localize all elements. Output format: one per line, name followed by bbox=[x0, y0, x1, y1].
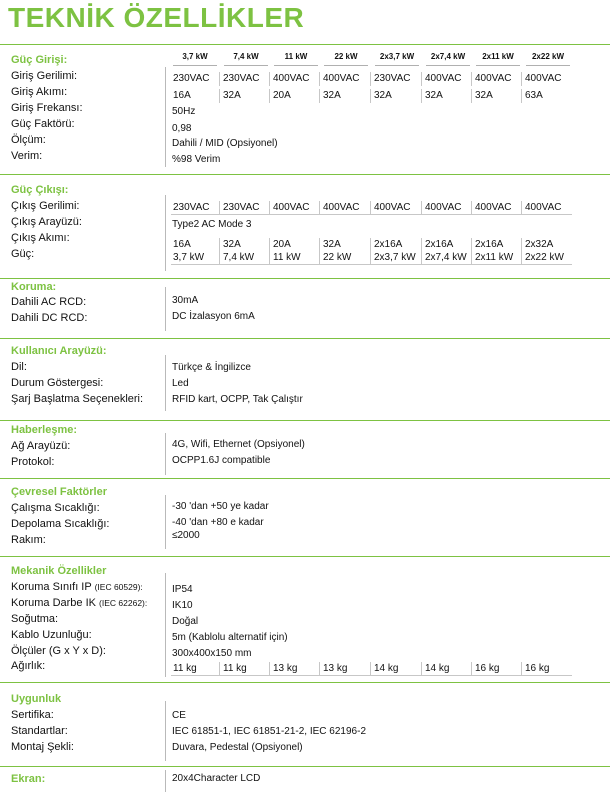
value-power-factor: 0,98 bbox=[172, 123, 192, 134]
value-cell: 400VAC bbox=[370, 201, 421, 215]
value-standards: IEC 61851-1, IEC 61851-21-2, IEC 62196-2 bbox=[172, 726, 367, 737]
column-header: 22 kW bbox=[334, 52, 358, 61]
divider bbox=[165, 495, 166, 549]
divider bbox=[165, 770, 166, 792]
divider bbox=[165, 287, 166, 331]
label-input-frequency: Giriş Frekansı: bbox=[11, 102, 83, 114]
value-language: Türkçe & İngilizce bbox=[172, 362, 251, 373]
value-cell: 63A bbox=[521, 89, 572, 103]
value-cell: 13 kg bbox=[319, 662, 370, 676]
value-cell: 2x3,7 kW bbox=[370, 251, 421, 265]
section-title: Uygunluk bbox=[11, 693, 62, 705]
label-storage-temp: Depolama Sıcaklığı: bbox=[11, 518, 110, 530]
label-dc-rcd: Dahili DC RCD: bbox=[11, 312, 88, 324]
section-conformity bbox=[0, 682, 610, 767]
divider bbox=[165, 433, 166, 475]
label-ik-class bbox=[11, 597, 147, 609]
value-mounting: Duvara, Pedestal (Opsiyonel) bbox=[172, 742, 303, 753]
value-cell: 400VAC bbox=[421, 201, 472, 215]
label-power: Güç: bbox=[11, 248, 35, 260]
section-title: Güç Çıkışı: bbox=[11, 184, 69, 196]
value-network: 4G, Wifi, Ethernet (Opsiyonel) bbox=[172, 439, 305, 450]
value-cell: 2x16A bbox=[421, 238, 472, 252]
label-metering: Ölçüm: bbox=[11, 134, 46, 146]
row-weight bbox=[0, 662, 610, 676]
page-title: TEKNİK ÖZELLİKLER bbox=[8, 2, 305, 33]
row-input-current bbox=[0, 89, 610, 103]
value-operating-temp: -30 'dan +50 ye kadar bbox=[172, 501, 269, 512]
value-cell: 400VAC bbox=[421, 72, 472, 86]
value-cell: 32A bbox=[421, 89, 472, 103]
value-cell: 230VAC bbox=[173, 73, 210, 84]
value-cell: 14 kg bbox=[370, 662, 421, 676]
divider bbox=[165, 701, 166, 761]
value-cell: 400VAC bbox=[521, 72, 572, 86]
label-status-indicator: Durum Göstergesi: bbox=[11, 377, 104, 389]
label-standards: Standartlar: bbox=[11, 725, 68, 737]
value-cable-length: 5m (Kablolu alternatif için) bbox=[172, 632, 288, 643]
column-header: 2x11 kW bbox=[482, 52, 514, 61]
column-header: 2x7,4 kW bbox=[430, 52, 466, 61]
ik-label-text: Koruma Darbe IK bbox=[11, 597, 96, 609]
label-input-voltage: Giriş Gerilimi: bbox=[11, 70, 77, 82]
value-cell: 400VAC bbox=[269, 201, 320, 215]
section-power-input bbox=[0, 44, 610, 175]
value-protocol: OCPP1.6J compatible bbox=[172, 455, 271, 466]
label-network: Ağ Arayüzü: bbox=[11, 440, 71, 452]
value-cooling: Doğal bbox=[172, 616, 199, 627]
label-language: Dil: bbox=[11, 361, 27, 373]
value-cell: 11 kg bbox=[171, 662, 219, 676]
value-cell: 2x16A bbox=[370, 238, 421, 252]
divider bbox=[165, 355, 166, 411]
value-cell: 230VAC bbox=[219, 201, 270, 215]
value-ik: IK10 bbox=[172, 600, 193, 611]
label-output-voltage: Çıkış Gerilimi: bbox=[11, 200, 80, 212]
value-cell: 16 kg bbox=[521, 662, 572, 676]
value-status-indicator: Led bbox=[172, 378, 189, 389]
column-header: 2x3,7 kW bbox=[379, 52, 415, 61]
label-ac-rcd: Dahili AC RCD: bbox=[11, 296, 87, 308]
section-protection bbox=[0, 278, 610, 339]
ip-standard: (IEC 60529): bbox=[94, 582, 143, 592]
section-title: Çevresel Faktörler bbox=[11, 486, 107, 498]
value-metering: Dahili / MID (Opsiyonel) bbox=[172, 138, 278, 149]
value-cell: 20A bbox=[269, 238, 320, 252]
value-start-options: RFID kart, OCPP, Tak Çalıştır bbox=[172, 394, 303, 405]
label-ip-class bbox=[11, 581, 143, 593]
label-cooling: Soğutma: bbox=[11, 613, 59, 625]
value-dc-rcd: DC İzalasyon 6mA bbox=[172, 311, 255, 322]
value-cell: 14 kg bbox=[421, 662, 472, 676]
value-cell: 400VAC bbox=[471, 201, 522, 215]
label-altitude: Rakım: bbox=[11, 534, 46, 546]
value-cell: 2x22 kW bbox=[521, 251, 572, 265]
section-display bbox=[0, 766, 610, 793]
value-cell: 2x11 kW bbox=[471, 251, 522, 265]
value-cell: 7,4 kW bbox=[219, 251, 270, 265]
value-cell: 11 kW bbox=[269, 251, 320, 265]
value-altitude: ≤2000 bbox=[172, 530, 200, 541]
value-cell: 400VAC bbox=[521, 201, 572, 215]
row-output-current bbox=[0, 238, 610, 252]
value-cell: 32A bbox=[319, 89, 370, 103]
label-input-current: Giriş Akımı: bbox=[11, 86, 68, 98]
value-cell: 16A bbox=[173, 90, 191, 101]
column-header: 11 kW bbox=[284, 52, 308, 61]
section-environment bbox=[0, 478, 610, 557]
value-cell: 400VAC bbox=[269, 72, 320, 86]
value-cell: 230VAC bbox=[219, 72, 270, 86]
value-cell: 2x32A bbox=[521, 238, 572, 252]
section-title: Kullanıcı Arayüzü: bbox=[11, 345, 107, 357]
label-cable-length: Kablo Uzunluğu: bbox=[11, 629, 92, 641]
value-certificate: CE bbox=[172, 710, 186, 721]
value-cell: 32A bbox=[319, 238, 370, 252]
label-operating-temp: Çalışma Sıcaklığı: bbox=[11, 502, 100, 514]
value-efficiency: %98 Verim bbox=[172, 154, 221, 165]
label-mounting: Montaj Şekli: bbox=[11, 741, 74, 753]
value-cell: 400VAC bbox=[471, 72, 522, 86]
value-cell: 32A bbox=[219, 89, 270, 103]
value-display: 20x4Character LCD bbox=[172, 773, 261, 784]
value-output-interface: Type2 AC Mode 3 bbox=[172, 219, 252, 230]
section-title: Mekanik Özellikler bbox=[11, 565, 107, 577]
value-frequency: 50Hz bbox=[172, 106, 196, 117]
value-cell: 230VAC bbox=[171, 201, 219, 215]
section-title: Haberleşme: bbox=[11, 424, 78, 436]
value-dimensions: 300x400x150 mm bbox=[172, 648, 252, 659]
value-cell: 20A bbox=[269, 89, 320, 103]
value-cell: 13 kg bbox=[269, 662, 320, 676]
ip-label-text: Koruma Sınıfı IP bbox=[11, 581, 92, 593]
value-cell: 16 kg bbox=[471, 662, 522, 676]
label-output-interface: Çıkış Arayüzü: bbox=[11, 216, 82, 228]
column-header: 3,7 kW bbox=[182, 52, 208, 61]
label-protocol: Protokol: bbox=[11, 456, 55, 468]
value-cell: 230VAC bbox=[370, 72, 421, 86]
ik-standard: (IEC 62262): bbox=[99, 598, 148, 608]
label-start-options: Şarj Başlatma Seçenekleri: bbox=[11, 393, 144, 405]
column-header: 7,4 kW bbox=[233, 52, 259, 61]
label-output-current: Çıkış Akımı: bbox=[11, 232, 70, 244]
value-ip: IP54 bbox=[172, 584, 193, 595]
row-output-voltage bbox=[0, 201, 610, 215]
section-title: Ekran: bbox=[11, 773, 46, 785]
value-cell: 400VAC bbox=[319, 201, 370, 215]
label-power-factor: Güç Faktörü: bbox=[11, 118, 75, 130]
value-cell: 32A bbox=[219, 238, 270, 252]
label-efficiency: Verim: bbox=[11, 150, 43, 162]
section-user-interface bbox=[0, 338, 610, 421]
column-header: 2x22 kW bbox=[531, 52, 565, 61]
value-ac-rcd: 30mA bbox=[172, 295, 199, 306]
label-dimensions: Ölçüler (G x Y x D): bbox=[11, 645, 106, 657]
section-title: Güç Girişi: bbox=[11, 54, 68, 66]
label-certificate: Sertifika: bbox=[11, 709, 54, 721]
value-cell: 400VAC bbox=[319, 72, 370, 86]
section-title: Koruma: bbox=[11, 281, 57, 293]
row-input-voltage bbox=[0, 72, 610, 86]
row-output-power bbox=[0, 251, 610, 265]
value-cell: 32A bbox=[370, 89, 421, 103]
value-cell: 2x16A bbox=[471, 238, 522, 252]
section-communication bbox=[0, 420, 610, 479]
label-weight: Ağırlık: bbox=[11, 660, 46, 672]
value-cell: 3,7 kW bbox=[171, 251, 219, 265]
value-cell: 32A bbox=[471, 89, 522, 103]
value-cell: 16A bbox=[173, 239, 191, 250]
value-storage-temp: -40 'dan +80 e kadar bbox=[172, 517, 264, 528]
value-cell: 2x7,4 kW bbox=[421, 251, 472, 265]
value-cell: 11 kg bbox=[219, 662, 270, 676]
value-cell: 22 kW bbox=[319, 251, 370, 265]
